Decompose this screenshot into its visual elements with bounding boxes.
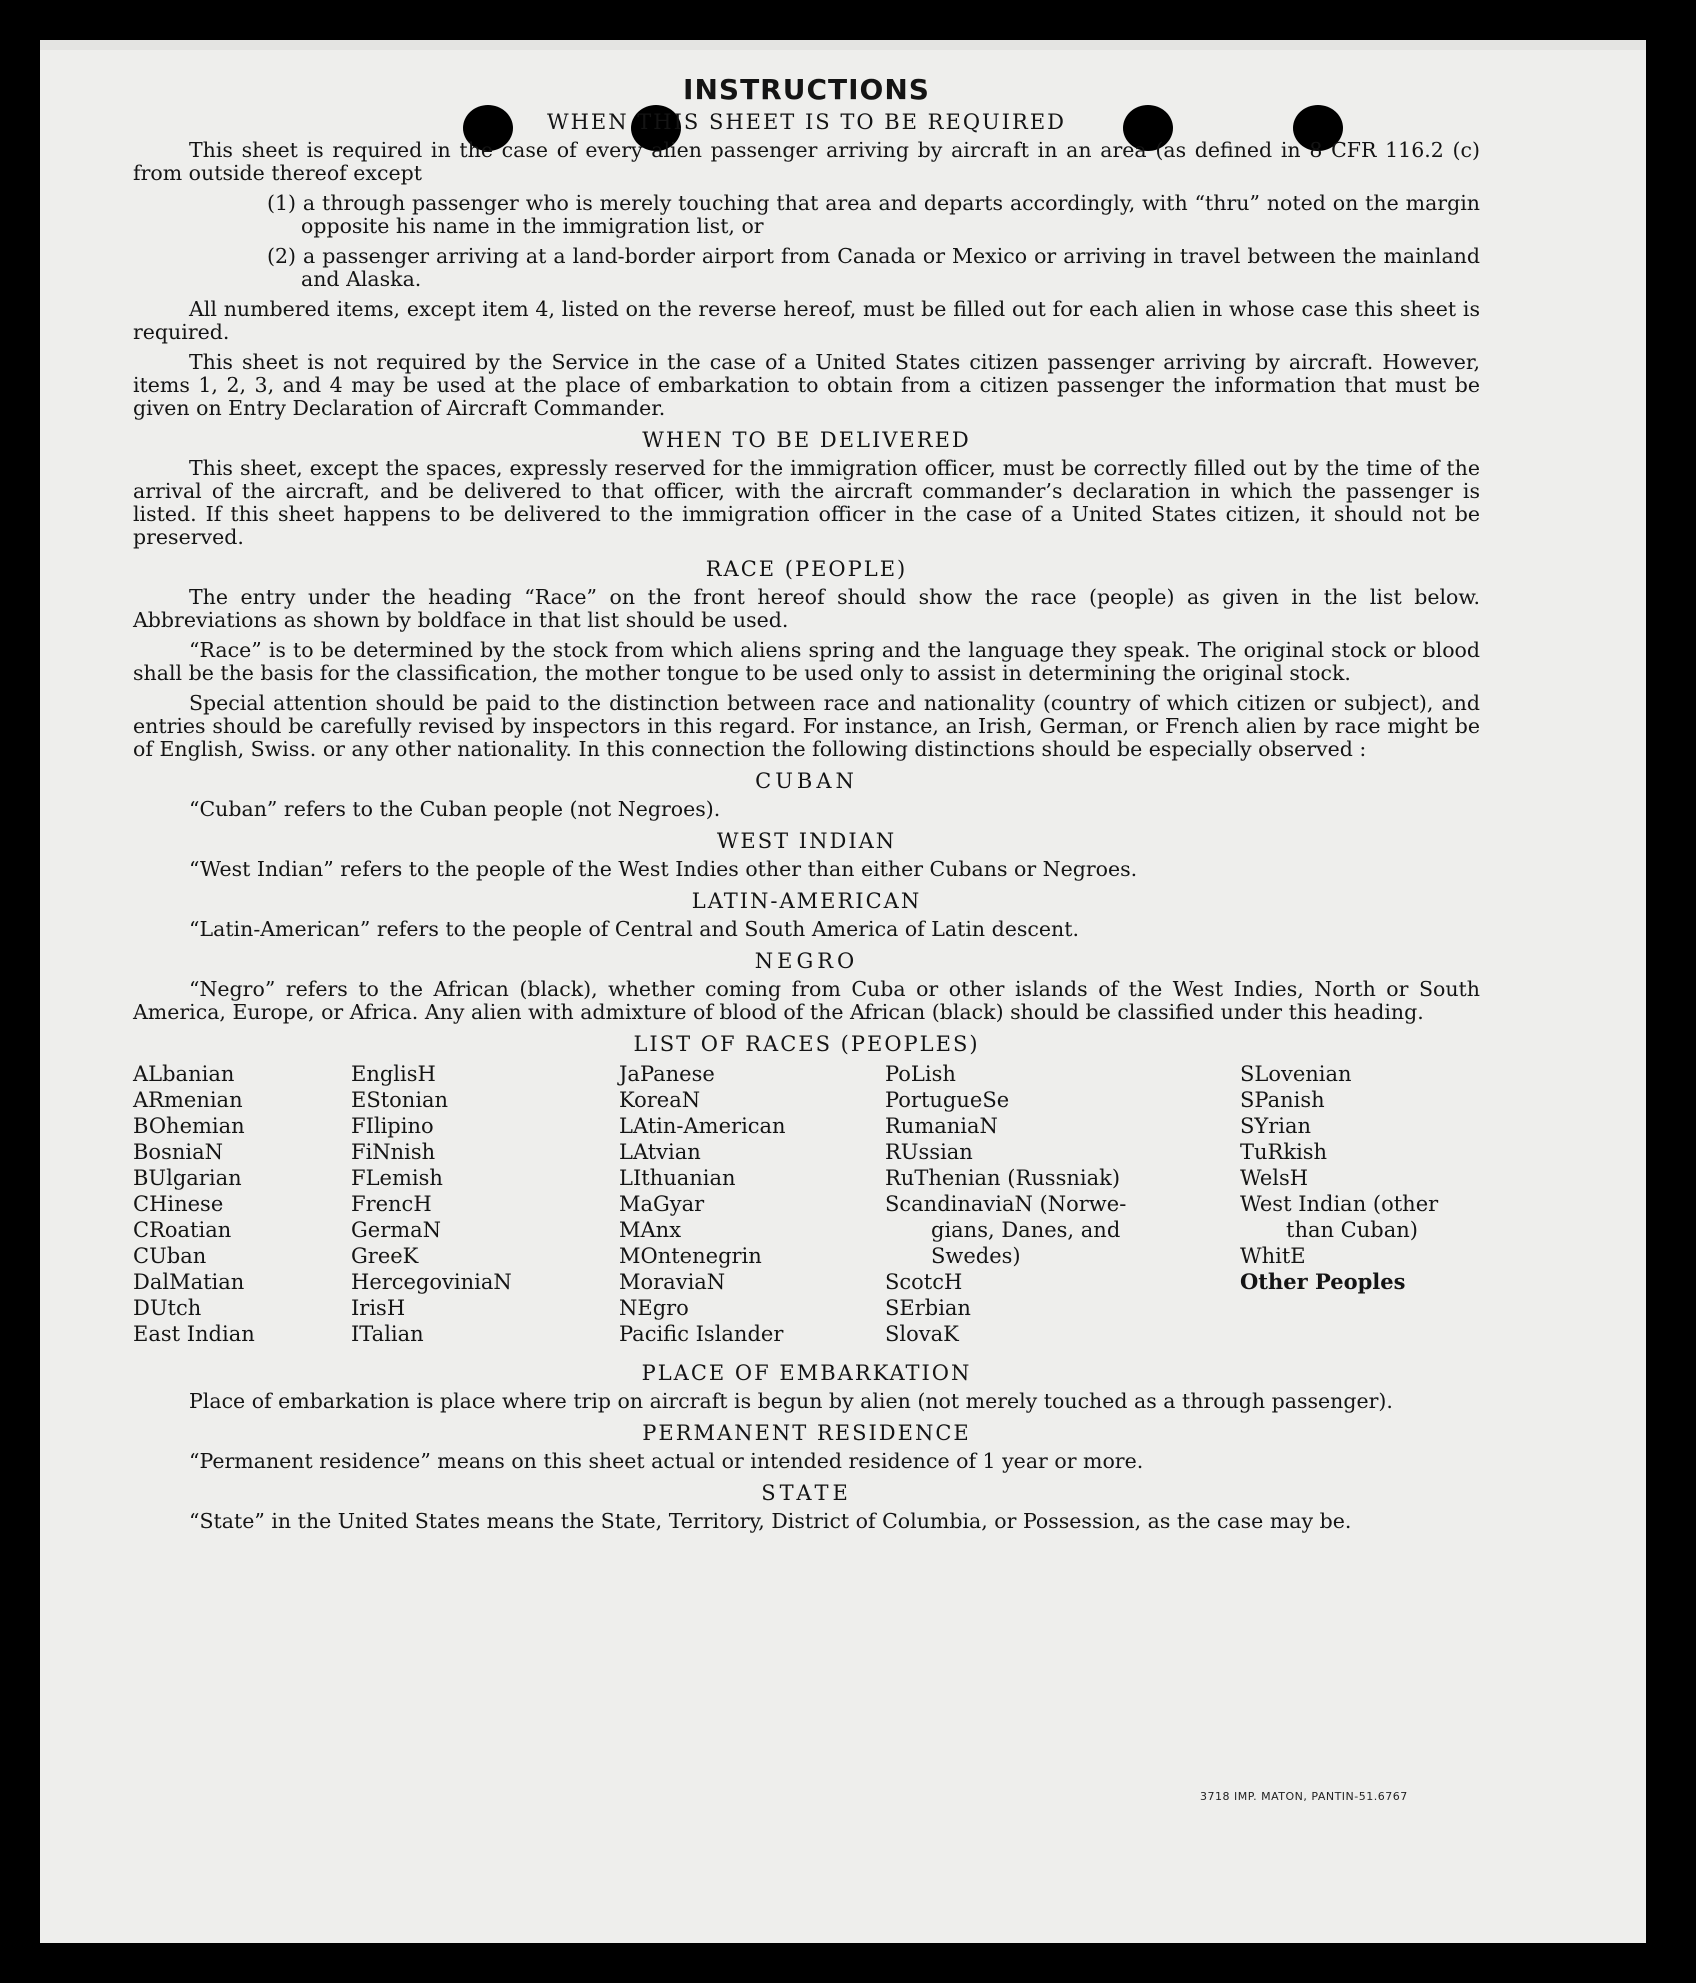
heading-west-indian: WEST INDIAN bbox=[716, 829, 897, 853]
race-item: MaGyar bbox=[619, 1192, 705, 1216]
race-item: PoLish bbox=[885, 1062, 956, 1086]
paragraph: This sheet is required in the case of every alien passenger arriving by aircraft in an area (as defined in 8 CFR 116.2 (c) from outside thereof except bbox=[133, 138, 1480, 185]
race-item: GreeK bbox=[351, 1244, 419, 1268]
race-item: ITalian bbox=[351, 1322, 424, 1346]
race-item: BosniaN bbox=[133, 1140, 223, 1164]
page-title: INSTRUCTIONS bbox=[683, 73, 930, 106]
race-item-continuation: Swedes) bbox=[931, 1244, 1021, 1268]
race-item: IrisH bbox=[351, 1296, 406, 1320]
paragraph: “West Indian” refers to the people of the West Indies other than either Cubans or Negroes. bbox=[189, 857, 1138, 881]
race-item: ScotcH bbox=[885, 1270, 963, 1294]
race-item: East Indian bbox=[133, 1322, 255, 1346]
race-item: SPanish bbox=[1240, 1088, 1325, 1112]
race-item: RumaniaN bbox=[885, 1114, 998, 1138]
race-item: HercegoviniaN bbox=[351, 1270, 512, 1294]
race-item: EnglisH bbox=[351, 1062, 436, 1086]
race-item: ARmenian bbox=[133, 1088, 243, 1112]
paragraph: This sheet is not required by the Service in the case of a United States citizen passenger arriving by aircraft. However, items 1, 2, 3, and 4 may be used at the place of embarkation to obtain from a citizen passenger the information that must be given on Entry Declaration of Aircraft Commander. bbox=[133, 350, 1480, 420]
race-item: WelsH bbox=[1240, 1166, 1309, 1190]
heading-residence: PERMANENT RESIDENCE bbox=[642, 1421, 971, 1445]
race-item: MOntenegrin bbox=[619, 1244, 762, 1268]
race-item: BOhemian bbox=[133, 1114, 245, 1138]
paragraph: “Cuban” refers to the Cuban people (not Negroes). bbox=[189, 797, 721, 821]
race-item: MAnx bbox=[619, 1218, 682, 1242]
paragraph: “Race” is to be determined by the stock from which aliens spring and the language they speak. The original stock or blood shall be the basis for the classification, the mother tongue to be used only to assist in determining the original stock. bbox=[133, 638, 1480, 685]
race-item: PortugueSe bbox=[885, 1088, 1010, 1112]
paragraph: All numbered items, except item 4, listed on the reverse hereof, must be filled out for each alien in whose case this sheet is required. bbox=[133, 297, 1480, 344]
race-item: BUlgarian bbox=[133, 1166, 242, 1190]
race-item: WhitE bbox=[1240, 1244, 1306, 1268]
race-item: TuRkish bbox=[1240, 1140, 1328, 1164]
race-item: LIthuanian bbox=[619, 1166, 736, 1190]
heading-when-required: WHEN THIS SHEET IS TO BE REQUIRED bbox=[546, 110, 1067, 134]
instructions-body bbox=[133, 73, 1480, 1540]
paragraph: This sheet, except the spaces, expressly reserved for the immigration officer, must be correctly filled out by the time of the arrival of the aircraft, and be delivered to that officer, with the aircraft commander’s declaration in which the passenger is listed. If this sheet happens to be delivered to the immigration officer in the case of a United States citizen, it should not be preserved. bbox=[133, 456, 1480, 549]
race-item: FiNnish bbox=[351, 1140, 436, 1164]
list-item: (2) a passenger arriving at a land-border airport from Canada or Mexico or arriving in travel between the mainland and Alaska. bbox=[267, 244, 1480, 291]
race-item: MoraviaN bbox=[619, 1270, 726, 1294]
paragraph: Place of embarkation is place where trip on aircraft is begun by alien (not merely touched as a through passenger). bbox=[189, 1389, 1393, 1413]
race-item: West Indian (other bbox=[1240, 1192, 1439, 1216]
race-item: CRoatian bbox=[133, 1218, 232, 1242]
heading-latin-american: LATIN-AMERICAN bbox=[691, 889, 922, 913]
races-column bbox=[133, 1061, 255, 1347]
race-item: SlovaK bbox=[885, 1322, 959, 1346]
race-item: LAtin-American bbox=[619, 1114, 786, 1138]
heading-when-delivered: WHEN TO BE DELIVERED bbox=[642, 428, 971, 452]
list-item: (1) a through passenger who is merely touching that area and departs accordingly, with “thru” noted on the margin opposite his name in the immigration list, or bbox=[267, 191, 1480, 238]
race-item: SYrian bbox=[1240, 1114, 1312, 1138]
heading-list-of-races: LIST OF RACES (PEOPLES) bbox=[633, 1032, 980, 1056]
race-item: RuThenian (Russniak) bbox=[885, 1166, 1121, 1190]
paragraph: The entry under the heading “Race” on the front hereof should show the race (people) as given in the list below. Abbreviations as shown by boldface in that list should be used. bbox=[133, 585, 1480, 632]
heading-negro: NEGRO bbox=[754, 949, 859, 973]
races-column bbox=[1240, 1061, 1482, 1295]
paragraph: Special attention should be paid to the distinction between race and nationality (country of which citizen or subject), and entries should be carefully revised by inspectors in this regard. For instance, an Irish, German, or French alien by race might be of English, Swiss. or any other nationality. In this connection the following distinctions should be especially observed : bbox=[133, 691, 1480, 761]
race-item: CUban bbox=[133, 1244, 207, 1268]
race-item-continuation: than Cuban) bbox=[1286, 1218, 1418, 1242]
race-item: ALbanian bbox=[133, 1062, 235, 1086]
race-item: DUtch bbox=[133, 1296, 202, 1320]
race-item: FIlipino bbox=[351, 1114, 434, 1138]
race-item: FrencH bbox=[351, 1192, 432, 1216]
race-item: RUssian bbox=[885, 1140, 973, 1164]
races-column bbox=[351, 1061, 512, 1347]
race-item: ScandinaviaN (Norwe- bbox=[885, 1192, 1127, 1216]
race-item: NEgro bbox=[619, 1296, 689, 1320]
paragraph: “Permanent residence” means on this sheet actual or intended residence of 1 year or more. bbox=[189, 1449, 1144, 1473]
race-item: EStonian bbox=[351, 1088, 449, 1112]
race-item: FLemish bbox=[351, 1166, 443, 1190]
race-item: DalMatian bbox=[133, 1270, 245, 1294]
races-column bbox=[885, 1061, 1175, 1347]
race-item: CHinese bbox=[133, 1192, 224, 1216]
race-item: SLovenian bbox=[1240, 1062, 1352, 1086]
race-item: Other Peoples bbox=[1240, 1269, 1406, 1294]
race-item: GermaN bbox=[351, 1218, 442, 1242]
printer-imprint: 3718 IMP. MATON, PANTIN-51.6767 bbox=[1200, 1790, 1408, 1803]
paragraph: “Latin-American” refers to the people of Central and South America of Latin descent. bbox=[189, 917, 1079, 941]
heading-race: RACE (PEOPLE) bbox=[705, 557, 908, 581]
race-item: Pacific Islander bbox=[619, 1322, 784, 1346]
races-column bbox=[619, 1061, 786, 1347]
race-item: SErbian bbox=[885, 1296, 971, 1320]
races-list bbox=[133, 1061, 1480, 1353]
paragraph: “State” in the United States means the State, Territory, District of Columbia, or Possession, as the case may be. bbox=[189, 1509, 1352, 1533]
race-item-continuation: gians, Danes, and bbox=[931, 1218, 1121, 1242]
heading-state: STATE bbox=[761, 1481, 852, 1505]
race-item: LAtvian bbox=[619, 1140, 701, 1164]
race-item: KoreaN bbox=[619, 1088, 701, 1112]
race-item: JaPanese bbox=[619, 1062, 715, 1086]
paragraph: “Negro” refers to the African (black), whether coming from Cuba or other islands of the West Indies, North or South America, Europe, or Africa. Any alien with admixture of blood of the African (black) should be classified under this heading. bbox=[133, 977, 1480, 1024]
heading-embarkation: PLACE OF EMBARKATION bbox=[641, 1361, 972, 1385]
heading-cuban: CUBAN bbox=[755, 769, 858, 793]
